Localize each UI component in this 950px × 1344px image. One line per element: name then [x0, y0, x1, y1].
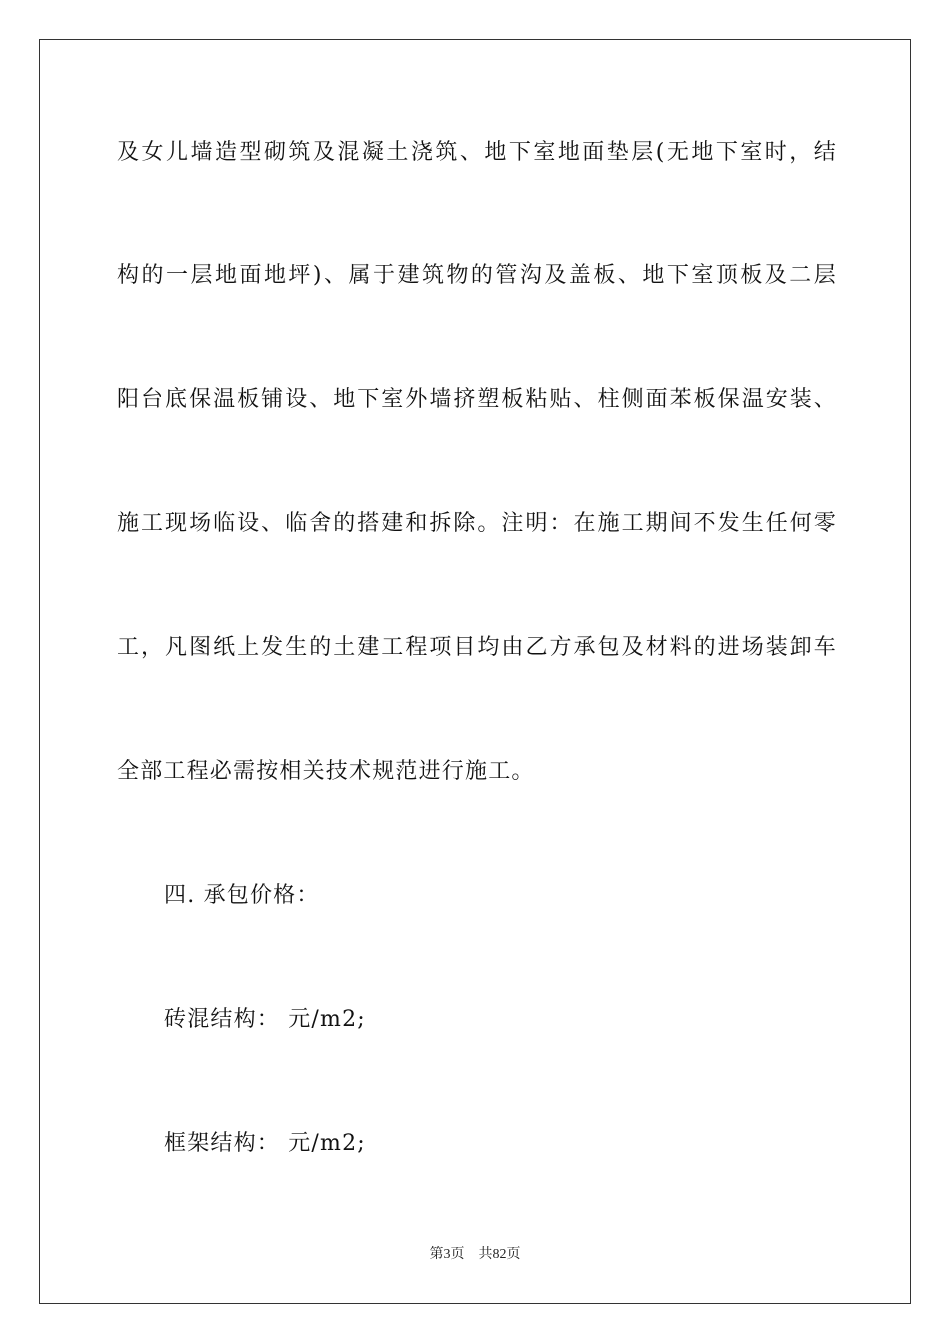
page-number: 第3页 — [429, 1247, 465, 1262]
price-item-frame: 框架结构： 元/m2; — [164, 1131, 366, 1156]
paragraph-line-6: 全部工程必需按相关技术规范进行施工。 — [117, 759, 535, 784]
page-total: 共82页 — [478, 1247, 521, 1262]
paragraph-line-2: 构的一层地面地坪)、属于建筑物的管沟及盖板、地下室顶板及二层 — [117, 263, 837, 288]
page-border — [39, 39, 911, 1304]
price-item-brick-concrete: 砖混结构： 元/m2; — [164, 1007, 366, 1032]
paragraph-line-1: 及女儿墙造型砌筑及混凝土浇筑、地下室地面垫层(无地下室时，结 — [117, 140, 837, 165]
paragraph-line-4: 施工现场临设、临舍的搭建和拆除。注明：在施工期间不发生任何零 — [117, 511, 837, 536]
paragraph-line-3: 阳台底保温板铺设、地下室外墙挤塑板粘贴、柱侧面苯板保温安装、 — [117, 387, 837, 412]
section-heading: 四. 承包价格： — [164, 883, 320, 908]
paragraph-line-5: 工，凡图纸上发生的土建工程项目均由乙方承包及材料的进场装卸车 — [117, 635, 837, 660]
page-footer — [0, 1246, 950, 1264]
